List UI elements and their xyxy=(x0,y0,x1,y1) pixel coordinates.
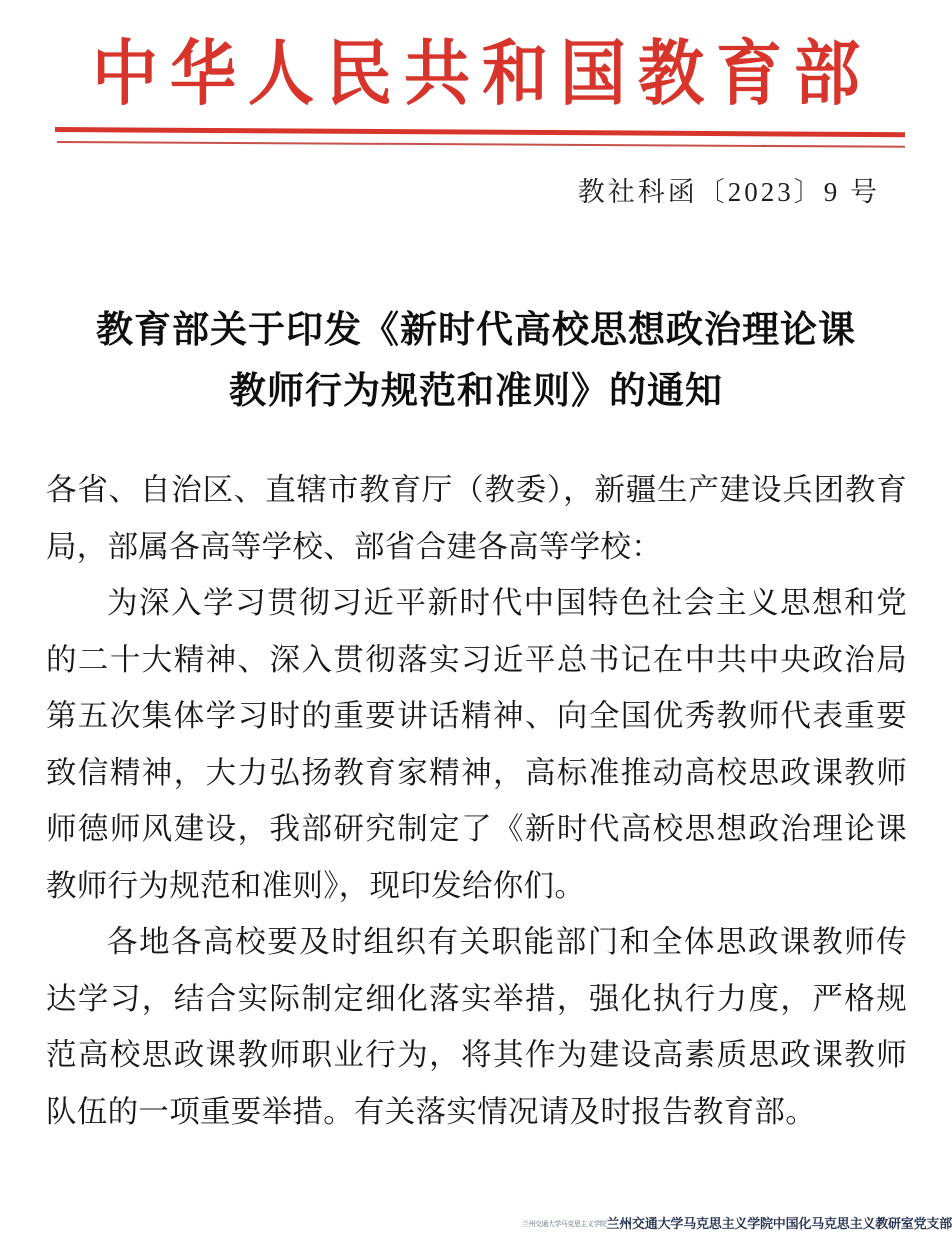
red-separator-line-thin xyxy=(57,141,905,148)
document-title-line-2: 教师行为规范和准则》的通知 xyxy=(229,371,723,412)
document-body xyxy=(46,462,907,1140)
document-title-line-1: 教育部关于印发《新时代高校思想政治理论课 xyxy=(96,310,856,351)
document-number: 教社科函〔2023〕9 号 xyxy=(577,177,880,207)
salutation: 各省、自治区、直辖市教育厅（教委），新疆生产建设兵团教育局，部属各高等学校、部省合建各高等学校： xyxy=(46,473,907,564)
ministry-header-title: 中华人民共和国教育部 xyxy=(92,35,872,115)
watermark xyxy=(522,1216,952,1232)
body-paragraph: 为深入学习贯彻习近平新时代中国特色社会主义思想和党的二十大精神、深入贯彻落实习近平总书记在中共中央政治局第五次集体学习时的重要讲话精神、向全国优秀教师代表重要致信精神，大力弘扬教育家精神，高标准推动高校思政课教师师德师风建设，我部研究制定了《新时代高校思想政治理论课教师行为规范和准则》，现印发给你们。 xyxy=(46,586,907,903)
document-title xyxy=(0,300,952,422)
watermark-text: 兰州交通大学马克思主义学院中国化马克思主义教研室党支部 xyxy=(606,1216,952,1231)
watermark-tiny-text: 兰州交通大学马克思主义学院 xyxy=(521,1220,607,1228)
red-separator-line-thick xyxy=(55,127,905,137)
body-paragraph: 各地各高校要及时组织有关职能部门和全体思政课教师传达学习，结合实际制定细化落实举措，强化执行力度，严格规范高校思政课教师职业行为，将其作为建设高素质思政课教师队伍的一项重要举措。有关落实情况请及时报告教育部。 xyxy=(46,925,907,1129)
